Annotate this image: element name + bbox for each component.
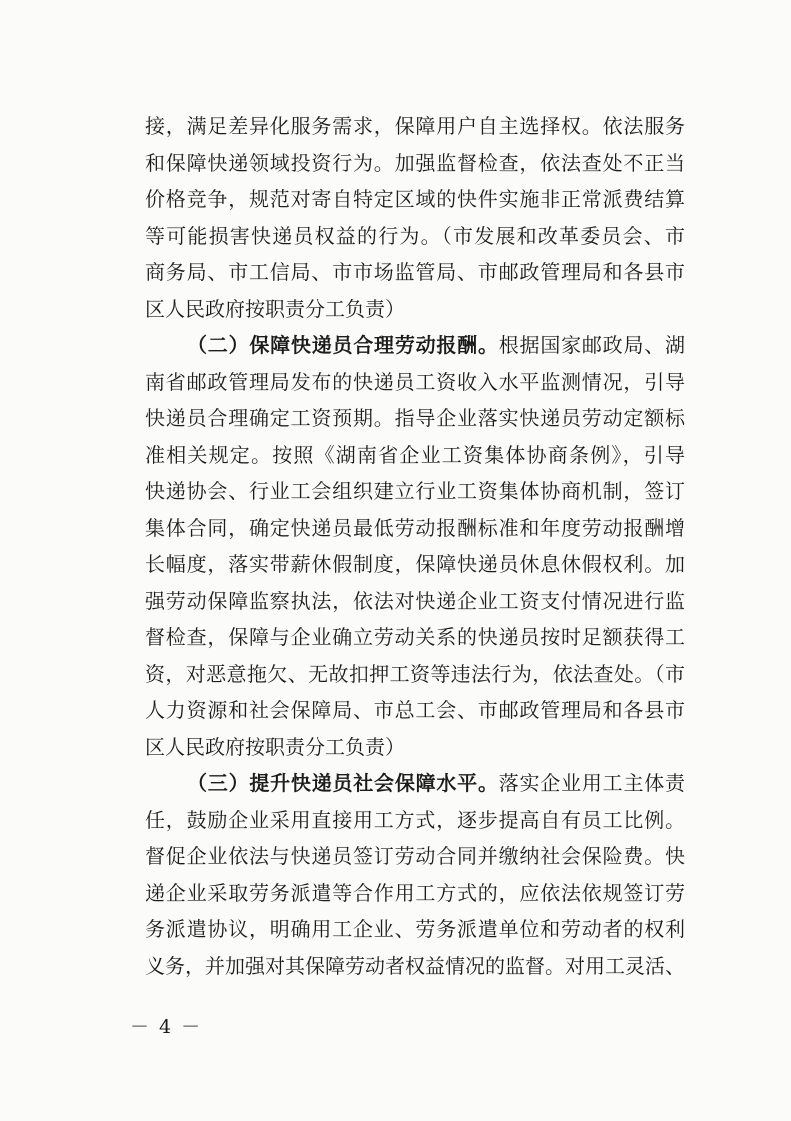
section-heading: （二）保障快递员合理劳动报酬。 — [187, 333, 499, 357]
text-line: 区人民政府按职责分工负责） — [145, 734, 405, 759]
text-line: 强劳动保障监察执法，依法对快递企业工资支付情况进行监 — [145, 588, 685, 613]
text-line: 任，鼓励企业采用直接用工方式，逐步提高自有员工比例。 — [145, 807, 685, 832]
text-line: 等可能损害快递员权益的行为。（市发展和改革委员会、市 — [145, 223, 685, 248]
text-line: 递企业采取劳务派遣等合作用工方式的，应依法依规签订劳 — [145, 880, 685, 905]
text-line: 价格竞争，规范对寄自特定区域的快件实施非正常派费结算 — [145, 187, 685, 211]
text-line: 集体合同，确定快递员最低劳动报酬标准和年度劳动报酬增 — [145, 515, 685, 540]
paragraph-first-line — [145, 327, 685, 364]
text-line: 务派遣协议，明确用工企业、劳务派遣单位和劳动者的权利 — [145, 917, 685, 941]
text-line: 南省邮政管理局发布的快递员工资收入水平监测情况，引导 — [145, 369, 685, 394]
text-span: 落实企业用工主体责 — [498, 771, 686, 795]
document-body — [145, 108, 685, 984]
text-line: 长幅度，落实带薪休假制度，保障快递员休息休假权利。加 — [145, 552, 685, 576]
text-line: 准相关规定。按照《湖南省企业工资集体协商条例》，引导 — [145, 442, 685, 467]
text-line: 人力资源和社会保障局、市总工会、市邮政管理局和各县市 — [145, 698, 685, 722]
text-line: 快递协会、行业工会组织建立行业工资集体协商机制，签订 — [145, 479, 685, 503]
section-heading: （三）提升快递员社会保障水平。 — [187, 771, 499, 795]
text-line: 商务局、市工信局、市市场监管局、市邮政管理局和各县市 — [145, 260, 685, 284]
text-line: 接，满足差异化服务需求，保障用户自主选择权。依法服务 — [145, 114, 685, 138]
text-line: 督促企业依法与快递员签订劳动合同并缴纳社会保险费。快 — [145, 844, 685, 868]
text-line: 快递员合理确定工资预期。指导企业落实快递员劳动定额标 — [145, 406, 685, 430]
text-line: 区人民政府按职责分工负责） — [145, 296, 405, 321]
text-line: 和保障快递领域投资行为。加强监督检查，依法查处不正当 — [145, 150, 685, 175]
text-span: 根据国家邮政局、湖 — [498, 333, 686, 357]
text-line: 督检查，保障与企业确立劳动关系的快递员按时足额获得工 — [145, 625, 685, 649]
text-line: 资，对恶意拖欠、无故扣押工资等违法行为，依法查处。（市 — [145, 661, 685, 686]
text-line: 义务，并加强对其保障劳动者权益情况的监督。对用工灵活、 — [145, 953, 685, 978]
page-number: － 4 － — [130, 1016, 203, 1038]
paragraph-first-line — [145, 765, 685, 802]
